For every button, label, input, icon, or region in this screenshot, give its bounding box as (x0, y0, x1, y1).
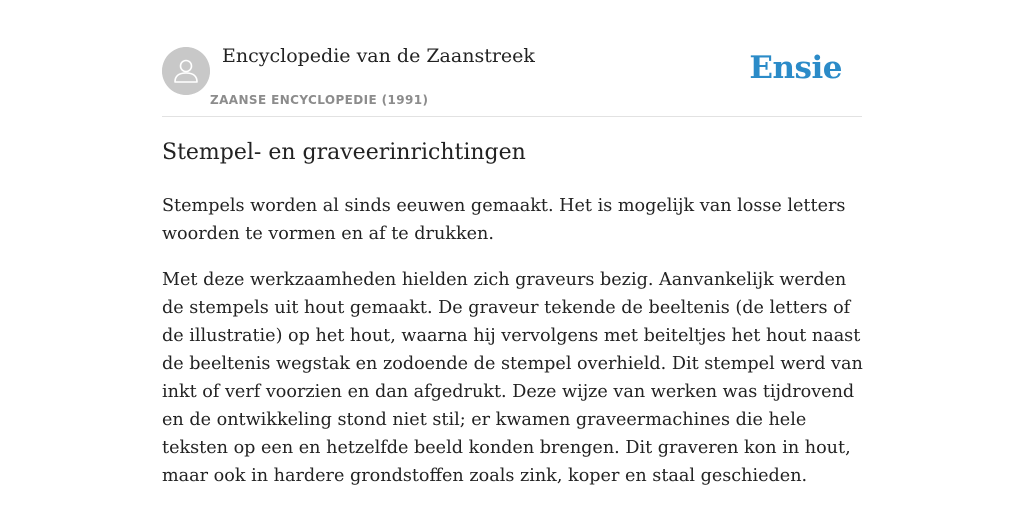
source-header (162, 0, 862, 117)
brand-logo[interactable]: Ensie (749, 50, 842, 86)
user-avatar-icon (162, 47, 210, 95)
source-subtitle: ZAANSE ENCYCLOPEDIE (1991) (210, 93, 429, 107)
article-body (162, 192, 867, 508)
paragraph: Stempels worden al sinds eeuwen gemaakt. Het is mogelijk van losse letters woorden te vormen en af te drukken. (162, 196, 846, 244)
paragraph: Met deze werkzaamheden hielden zich graveurs bezig. Aanvankelijk werden de stempels uit hout gemaakt. De graveur tekende de beeltenis (de letters of de illustratie) op het hout, waarna hij vervolgens met beiteltjes het hout naast de beeltenis wegstak en zodoende de stempel overhield. Dit stempel werd van inkt of verf voorzien en dan afgedrukt. Deze wijze van werken was tijdrovend en de ontwikkeling stond niet stil; er kwamen graveermachines die hele teksten op een en hetzelfde beeld konden brengen. Dit graveren kon in hout, maar ook in hardere grondstoffen zoals zink, koper en staal geschieden. (162, 270, 863, 486)
page-title: Stempel- en graveerinrichtingen (162, 140, 526, 165)
source-name[interactable]: Encyclopedie van de Zaanstreek (222, 45, 535, 67)
avatar[interactable] (162, 47, 210, 95)
